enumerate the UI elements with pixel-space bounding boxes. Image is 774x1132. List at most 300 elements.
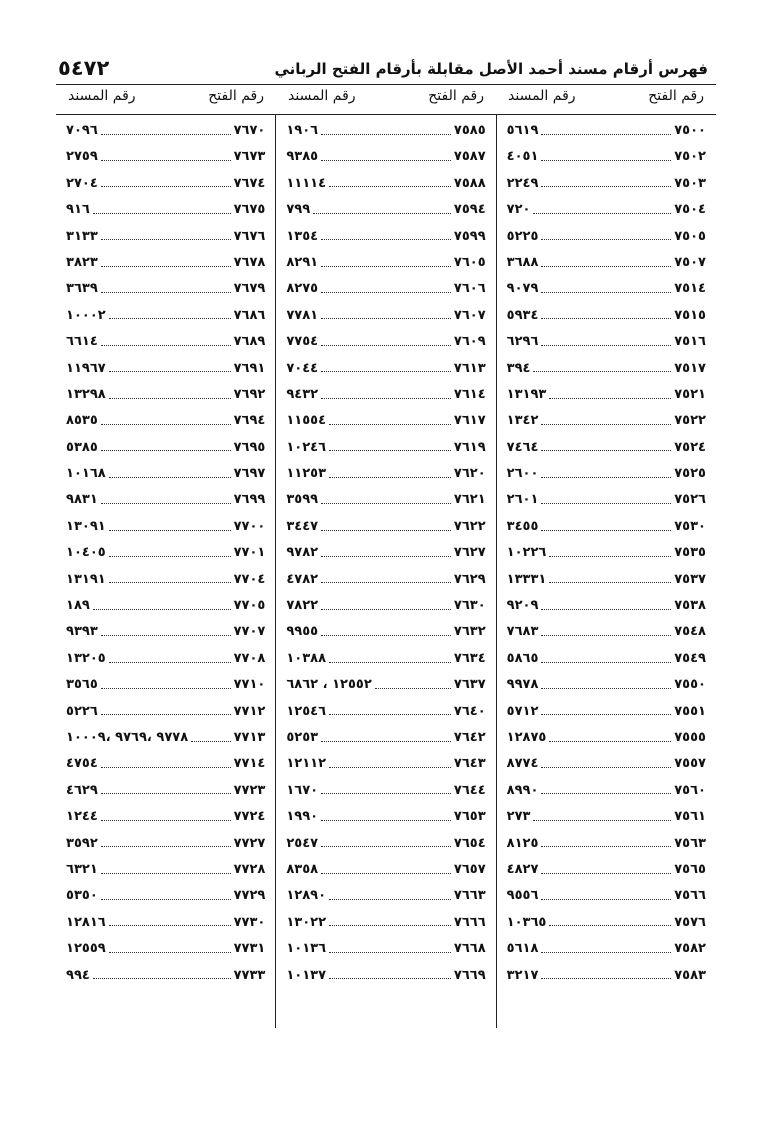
musnad-number: ٧٥٠٤ bbox=[674, 202, 706, 218]
dot-leader bbox=[101, 450, 231, 451]
fath-number: ١٢١١٢ bbox=[286, 756, 327, 772]
musnad-number: ٧٥٥٧ bbox=[674, 756, 706, 772]
index-entry bbox=[497, 831, 716, 857]
dot-leader bbox=[101, 186, 231, 187]
dot-leader bbox=[321, 741, 451, 742]
fath-number: ٣٤٤٧ bbox=[286, 518, 319, 534]
musnad-number: ٧٦٢١ bbox=[453, 492, 486, 508]
musnad-number: ٧٧٣٣ bbox=[233, 967, 266, 983]
fath-number: ١٣٢٠٥ bbox=[66, 650, 106, 666]
fath-number: ١١٥٥٤ bbox=[286, 413, 327, 429]
dot-leader bbox=[541, 266, 671, 267]
index-entry bbox=[276, 646, 495, 672]
musnad-number: ٧٧٠١ bbox=[233, 545, 266, 561]
fath-number: ٢٥٤٧ bbox=[286, 835, 319, 851]
musnad-number: ٧٦٧٨ bbox=[233, 254, 266, 270]
dot-leader bbox=[541, 952, 671, 953]
fath-number: ١٢٤٤ bbox=[66, 809, 98, 825]
index-entry bbox=[497, 356, 716, 382]
dot-leader bbox=[329, 186, 451, 187]
fath-number: ٢٧٣ bbox=[506, 809, 531, 825]
index-entry bbox=[56, 329, 275, 355]
dot-leader bbox=[329, 767, 451, 768]
index-entry bbox=[56, 435, 275, 461]
dot-leader bbox=[321, 846, 451, 847]
index-entry bbox=[497, 963, 716, 989]
musnad-number: ٧٥٢٦ bbox=[674, 492, 706, 508]
musnad-number: ٧٧٢٩ bbox=[233, 888, 266, 904]
fath-number: ٧٦٨٣ bbox=[506, 624, 539, 640]
index-entry bbox=[276, 540, 495, 566]
fath-number: ١٦٧٠ bbox=[286, 782, 319, 798]
dot-leader bbox=[109, 398, 231, 399]
fath-number: ٩٧٨٢ bbox=[286, 545, 319, 561]
fath-number: ١٠٢٤٦ bbox=[286, 439, 327, 455]
dot-leader bbox=[541, 609, 671, 610]
musnad-number: ٧٥٤٩ bbox=[674, 650, 706, 666]
musnad-number: ٧٥٠٥ bbox=[674, 228, 706, 244]
dot-leader bbox=[101, 160, 231, 161]
fath-number: ٧٧٨١ bbox=[286, 307, 319, 323]
fath-number: ١٠١٣٦ bbox=[286, 941, 327, 957]
fath-number: ٩٩٥٥ bbox=[286, 624, 319, 640]
dot-leader bbox=[541, 345, 671, 346]
fath-number: ١٩٩٠ bbox=[286, 809, 319, 825]
dot-leader bbox=[109, 556, 231, 557]
index-entry bbox=[276, 356, 495, 382]
index-entry bbox=[276, 699, 495, 725]
index-entry bbox=[56, 408, 275, 434]
dot-leader bbox=[101, 688, 231, 689]
index-entry bbox=[497, 725, 716, 751]
index-entry bbox=[276, 778, 495, 804]
fath-number: ١٠٢٢٦ bbox=[506, 545, 547, 561]
index-entry bbox=[276, 487, 495, 513]
musnad-number: ٧٧٢٣ bbox=[233, 782, 266, 798]
index-entry bbox=[56, 144, 275, 170]
dot-leader bbox=[109, 582, 231, 583]
musnad-number: ٧٥١٥ bbox=[674, 307, 706, 323]
fath-number: ٥٢٢٥ bbox=[506, 228, 539, 244]
index-entry bbox=[497, 276, 716, 302]
musnad-number: ٧٦٤٢ bbox=[453, 729, 486, 745]
index-entry bbox=[276, 118, 495, 144]
fath-number: ٩٢٠٩ bbox=[506, 598, 539, 614]
musnad-number: ٧٥١٧ bbox=[674, 360, 706, 376]
fath-number: ٩٣٩٣ bbox=[66, 624, 98, 640]
fath-number: ٤٦٢٩ bbox=[66, 782, 98, 798]
dot-leader bbox=[321, 318, 451, 319]
musnad-number: ٧٦٨٩ bbox=[233, 334, 266, 350]
dot-leader bbox=[541, 450, 671, 451]
index-entry bbox=[276, 408, 495, 434]
column-left bbox=[56, 114, 275, 1028]
index-entry bbox=[276, 224, 495, 250]
dot-leader bbox=[329, 477, 451, 478]
dot-leader bbox=[101, 134, 231, 135]
index-entry bbox=[497, 408, 716, 434]
dot-leader bbox=[549, 398, 671, 399]
musnad-number: ٧٦٩٩ bbox=[233, 492, 266, 508]
index-entry bbox=[56, 672, 275, 698]
dot-leader bbox=[541, 318, 671, 319]
dot-leader bbox=[101, 345, 231, 346]
index-entry bbox=[56, 461, 275, 487]
musnad-number: ٧٥٨٣ bbox=[674, 967, 706, 983]
fath-number: ١٣١٩١ bbox=[66, 571, 106, 587]
index-entry bbox=[276, 883, 495, 909]
musnad-number: ٧٧٠٨ bbox=[233, 650, 266, 666]
index-entry bbox=[56, 804, 275, 830]
musnad-number: ٧٥٦٦ bbox=[674, 888, 706, 904]
musnad-number: ٧٦٩١ bbox=[233, 360, 266, 376]
musnad-number: ٧٥٨٧ bbox=[453, 149, 486, 165]
musnad-number: ٧٥٤٨ bbox=[674, 624, 706, 640]
fath-number: ١٢٨٩٠ bbox=[286, 888, 327, 904]
dot-leader bbox=[329, 714, 451, 715]
fath-number: ٨٧٧٤ bbox=[506, 756, 539, 772]
fath-number: ١٢٨١٦ bbox=[66, 914, 106, 930]
fath-number: ١٢٥٤٦ bbox=[286, 703, 327, 719]
page-title: فهرس أرقام مسند أحمد الأصل مقابلة بأرقام الفتح الرباني bbox=[274, 60, 708, 78]
header-fath-label: رقم الفتح bbox=[428, 88, 484, 104]
header-fath-label: رقم الفتح bbox=[208, 88, 264, 104]
musnad-number: ٧٦٩٤ bbox=[233, 413, 266, 429]
fath-number: ١١١١٤ bbox=[286, 175, 327, 191]
musnad-number: ٧٦٠٩ bbox=[453, 334, 486, 350]
fath-number: ١٣٠٢٢ bbox=[286, 914, 327, 930]
fath-number: ٩١٦ bbox=[66, 202, 90, 218]
index-entry bbox=[497, 699, 716, 725]
dot-leader bbox=[541, 978, 671, 979]
index-entry bbox=[497, 487, 716, 513]
dot-leader bbox=[101, 820, 231, 821]
dot-leader bbox=[541, 635, 671, 636]
dot-leader bbox=[321, 239, 451, 240]
index-entry bbox=[276, 831, 495, 857]
index-entry bbox=[276, 619, 495, 645]
dot-leader bbox=[321, 556, 451, 557]
dot-leader bbox=[101, 635, 231, 636]
index-entry bbox=[56, 540, 275, 566]
column-middle bbox=[275, 114, 495, 1028]
fath-number: ١٣٤٢ bbox=[506, 413, 539, 429]
dot-leader bbox=[541, 160, 671, 161]
fath-number: ٣٦٨٨ bbox=[506, 254, 539, 270]
fath-number: ١٠٣٦٥ bbox=[506, 914, 547, 930]
index-entry bbox=[497, 936, 716, 962]
dot-leader bbox=[101, 846, 231, 847]
fath-number: ١٠١٣٧ bbox=[286, 967, 327, 983]
fath-number: ٣٥٩٩ bbox=[286, 492, 319, 508]
musnad-number: ٧٥٦٠ bbox=[674, 782, 706, 798]
index-entry bbox=[56, 303, 275, 329]
dot-leader bbox=[541, 503, 671, 504]
musnad-number: ٧٦٤٣ bbox=[453, 756, 486, 772]
index-entry bbox=[497, 461, 716, 487]
dot-leader bbox=[549, 582, 671, 583]
index-entry bbox=[276, 197, 495, 223]
fath-number: ١٠٤٠٥ bbox=[66, 545, 106, 561]
index-entry bbox=[497, 144, 716, 170]
dot-leader bbox=[533, 820, 671, 821]
musnad-number: ٧٦٣٢ bbox=[453, 624, 486, 640]
index-entry bbox=[497, 540, 716, 566]
dot-leader bbox=[101, 266, 231, 267]
dot-leader bbox=[101, 239, 231, 240]
dot-leader bbox=[549, 925, 671, 926]
index-entry bbox=[276, 435, 495, 461]
fath-number: ٢٧٥٩ bbox=[66, 149, 98, 165]
index-entry bbox=[497, 224, 716, 250]
musnad-number: ٧٧٠٧ bbox=[233, 624, 266, 640]
index-entry bbox=[56, 250, 275, 276]
musnad-number: ٧٥٣٠ bbox=[674, 518, 706, 534]
index-entry bbox=[56, 593, 275, 619]
fath-number: ٥٦١٨ bbox=[506, 941, 539, 957]
fath-number: ١٩٠٦ bbox=[286, 123, 319, 138]
index-entry bbox=[276, 593, 495, 619]
index-entry bbox=[497, 567, 716, 593]
dot-leader bbox=[321, 793, 451, 794]
musnad-number: ٧٥٢٥ bbox=[674, 466, 706, 482]
index-entry bbox=[276, 329, 495, 355]
dot-leader bbox=[541, 767, 671, 768]
index-entry bbox=[497, 857, 716, 883]
fath-number: ٣١٣٣ bbox=[66, 228, 98, 244]
index-entry bbox=[497, 883, 716, 909]
musnad-number: ٧٧٠٠ bbox=[233, 518, 266, 534]
header-fath-label: رقم الفتح bbox=[648, 88, 704, 104]
musnad-number: ٧٥٠٣ bbox=[674, 175, 706, 191]
musnad-number: ٧٦٦٣ bbox=[453, 888, 486, 904]
musnad-number: ٧٥٥٥ bbox=[674, 729, 706, 745]
index-entry bbox=[56, 857, 275, 883]
musnad-number: ٧٦١٣ bbox=[453, 360, 486, 376]
index-entry bbox=[56, 751, 275, 777]
dot-leader bbox=[549, 556, 671, 557]
fath-number: ٩٩٧٨ bbox=[506, 677, 539, 693]
musnad-number: ٧٥٢٤ bbox=[674, 439, 706, 455]
dot-leader bbox=[533, 213, 671, 214]
musnad-number: ٧٦٢٠ bbox=[453, 466, 486, 482]
dot-leader bbox=[313, 213, 451, 214]
index-entry bbox=[497, 382, 716, 408]
index-entry bbox=[497, 118, 716, 144]
dot-leader bbox=[109, 662, 231, 663]
dot-leader bbox=[549, 741, 671, 742]
fath-number: ٥٦١٩ bbox=[506, 123, 539, 138]
fath-number: ٢٦٠١ bbox=[506, 492, 539, 508]
header-group-left bbox=[56, 88, 276, 112]
musnad-number: ٧٧٣٠ bbox=[233, 914, 266, 930]
musnad-number: ٧٦٦٩ bbox=[453, 967, 486, 983]
index-entry bbox=[497, 435, 716, 461]
musnad-number: ٧٥٣٧ bbox=[674, 571, 706, 587]
musnad-number: ٧٦٢٧ bbox=[453, 545, 486, 561]
dot-leader bbox=[101, 292, 231, 293]
dot-leader bbox=[329, 925, 451, 926]
musnad-number: ٧٥١٤ bbox=[674, 281, 706, 297]
dot-leader bbox=[109, 925, 231, 926]
musnad-number: ٧٦٠٥ bbox=[453, 254, 486, 270]
musnad-number: ٧٧٣١ bbox=[233, 941, 266, 957]
fath-number: ١٢٨٧٥ bbox=[506, 729, 547, 745]
fath-number: ١٣٥٤ bbox=[286, 228, 319, 244]
header-musnad-label: رقم المسند bbox=[68, 88, 136, 104]
dot-leader bbox=[101, 899, 231, 900]
dot-leader bbox=[93, 213, 231, 214]
dot-leader bbox=[321, 292, 451, 293]
dot-leader bbox=[321, 134, 451, 135]
dot-leader bbox=[321, 160, 451, 161]
index-entry bbox=[276, 672, 495, 698]
index-entry bbox=[276, 751, 495, 777]
musnad-number: ٧٧٢٧ bbox=[233, 835, 266, 851]
musnad-number: ٧٦٦٦ bbox=[453, 914, 486, 930]
fath-number: ٣٩٤ bbox=[506, 360, 531, 376]
fath-number: ١٠٠٠٢ bbox=[66, 307, 106, 323]
musnad-number: ٧٥٢٢ bbox=[674, 413, 706, 429]
dot-leader bbox=[329, 978, 451, 979]
fath-number: ٣٦٣٩ bbox=[66, 281, 98, 297]
fath-number: ١٣٣٣١ bbox=[506, 571, 547, 587]
dot-leader bbox=[329, 450, 451, 451]
dot-leader bbox=[533, 371, 671, 372]
fath-number: ٣٤٥٥ bbox=[506, 518, 539, 534]
fath-number: ٣٢١٧ bbox=[506, 967, 539, 983]
fath-number: ١٢٥٥٩ bbox=[66, 941, 106, 957]
dot-leader bbox=[321, 266, 451, 267]
fath-number: ٥٢٥٣ bbox=[286, 729, 319, 745]
musnad-number: ٧٥٨٨ bbox=[453, 175, 486, 191]
fath-number: ٩٣٨٥ bbox=[286, 149, 319, 165]
fath-number: ٥٧١٢ bbox=[506, 703, 539, 719]
fath-number: ٧٠٤٤ bbox=[286, 360, 319, 376]
fath-number: ٨٩٩٠ bbox=[506, 782, 539, 798]
dot-leader bbox=[321, 398, 451, 399]
dot-leader bbox=[329, 424, 451, 425]
index-entry bbox=[276, 514, 495, 540]
dot-leader bbox=[541, 662, 671, 663]
index-entry bbox=[56, 514, 275, 540]
musnad-number: ٧٥٩٩ bbox=[453, 228, 486, 244]
index-entry bbox=[56, 778, 275, 804]
header-musnad-label: رقم المسند bbox=[508, 88, 576, 104]
musnad-number: ٧٦٥٣ bbox=[453, 809, 486, 825]
musnad-number: ٧٦٣٧ bbox=[453, 677, 486, 693]
index-table bbox=[56, 114, 716, 1028]
musnad-number: ٧٥٩٤ bbox=[453, 202, 486, 218]
fath-number: ٦٦١٤ bbox=[66, 334, 98, 350]
fath-number: ٧٨٢٢ bbox=[286, 598, 319, 614]
index-entry bbox=[56, 883, 275, 909]
index-entry bbox=[56, 382, 275, 408]
dot-leader bbox=[101, 767, 231, 768]
index-entry bbox=[56, 725, 275, 751]
dot-leader bbox=[191, 741, 230, 742]
fath-number: ٥٣٥٠ bbox=[66, 888, 98, 904]
index-entry bbox=[276, 276, 495, 302]
musnad-number: ٧٥٨٢ bbox=[674, 941, 706, 957]
dot-leader bbox=[375, 688, 451, 689]
musnad-number: ٧٦٣٠ bbox=[453, 598, 486, 614]
index-entry bbox=[276, 250, 495, 276]
fath-number: ٣٥٦٥ bbox=[66, 677, 98, 693]
musnad-number: ٧٧٢٤ bbox=[233, 809, 266, 825]
index-entry bbox=[276, 382, 495, 408]
dot-leader bbox=[93, 978, 231, 979]
dot-leader bbox=[321, 503, 451, 504]
musnad-number: ٧٦٨٦ bbox=[233, 307, 266, 323]
index-entry bbox=[276, 144, 495, 170]
dot-leader bbox=[101, 793, 231, 794]
index-entry bbox=[276, 567, 495, 593]
musnad-number: ٧٧١٠ bbox=[233, 677, 266, 693]
musnad-number: ٧٦٩٢ bbox=[233, 386, 266, 402]
musnad-number: ٧٥٠٧ bbox=[674, 254, 706, 270]
fath-number: ٣٥٩٢ bbox=[66, 835, 98, 851]
fath-number: ٤٨٢٧ bbox=[506, 861, 539, 877]
dot-leader bbox=[329, 899, 451, 900]
index-entry bbox=[497, 593, 716, 619]
index-entry bbox=[56, 197, 275, 223]
index-entry bbox=[497, 329, 716, 355]
musnad-number: ٧٦٣٤ bbox=[453, 650, 486, 666]
index-entry bbox=[497, 250, 716, 276]
index-entry bbox=[497, 778, 716, 804]
index-entry bbox=[276, 910, 495, 936]
musnad-number: ٧٧٠٥ bbox=[233, 598, 266, 614]
index-entry bbox=[56, 224, 275, 250]
fath-number: ٩٩٤ bbox=[66, 967, 90, 983]
fath-number: ٨٥٣٥ bbox=[66, 413, 98, 429]
fath-number: ٩٥٥٦ bbox=[506, 888, 539, 904]
header-group-right bbox=[496, 88, 716, 112]
musnad-number: ٧٥٦٥ bbox=[674, 861, 706, 877]
dot-leader bbox=[541, 134, 671, 135]
musnad-number: ٧٦٢٩ bbox=[453, 571, 486, 587]
dot-leader bbox=[329, 662, 451, 663]
fath-number: ٩٧٧٨ ،٩٧٦٩ ،١٠٠٠٩ bbox=[66, 729, 189, 745]
index-entry bbox=[56, 118, 275, 144]
dot-leader bbox=[321, 530, 451, 531]
fath-number: ٥٣٨٥ bbox=[66, 439, 98, 455]
fath-number: ٢٧٠٤ bbox=[66, 175, 98, 191]
musnad-number: ٧٥١٦ bbox=[674, 334, 706, 350]
musnad-number: ٧٥٣٥ bbox=[674, 545, 706, 561]
index-entry bbox=[497, 646, 716, 672]
fath-number: ٩٤٣٢ bbox=[286, 386, 319, 402]
dot-leader bbox=[101, 873, 231, 874]
dot-leader bbox=[541, 688, 671, 689]
fath-number: ١٣١٩٣ bbox=[506, 386, 547, 402]
fath-number: ٧٠٩٦ bbox=[66, 123, 98, 138]
dot-leader bbox=[329, 952, 451, 953]
dot-leader bbox=[321, 371, 451, 372]
index-entry bbox=[497, 619, 716, 645]
musnad-number: ٧٦١٩ bbox=[453, 439, 486, 455]
index-entry bbox=[497, 303, 716, 329]
index-entry bbox=[497, 751, 716, 777]
musnad-number: ٧٦٤٤ bbox=[453, 782, 486, 798]
index-entry bbox=[56, 487, 275, 513]
dot-leader bbox=[541, 873, 671, 874]
index-entry bbox=[497, 804, 716, 830]
fath-number: ١٣٠٩١ bbox=[66, 518, 106, 534]
index-entry bbox=[56, 276, 275, 302]
dot-leader bbox=[541, 424, 671, 425]
